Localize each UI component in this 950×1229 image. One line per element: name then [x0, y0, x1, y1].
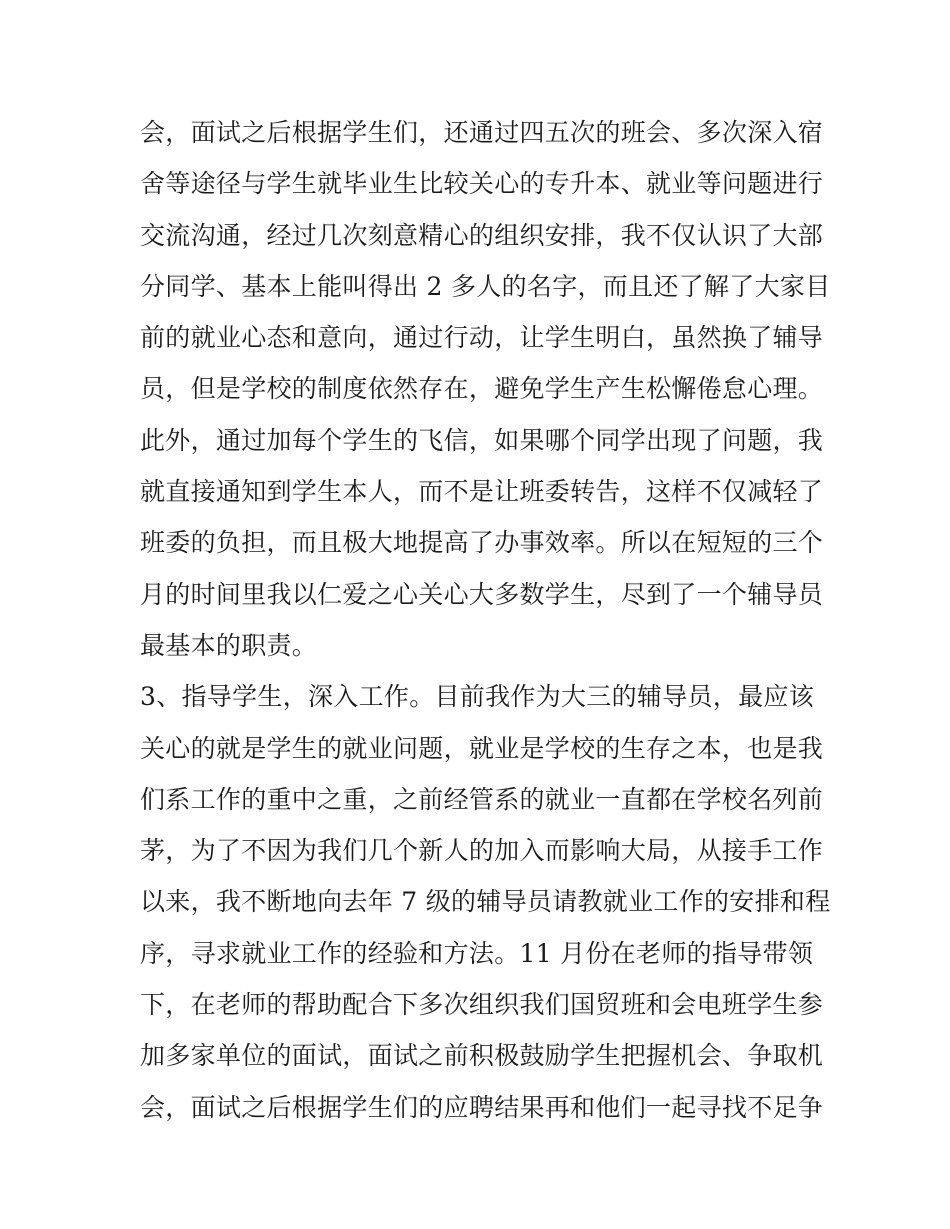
- text-line: 关心的就是学生的就业问题，就业是学校的生存之本，也是我: [140, 733, 824, 763]
- text-line: 们系工作的重中之重，之前经管系的就业一直都在学校名列前: [140, 784, 824, 814]
- text-line: 前的就业心态和意向，通过行动，让学生明白，虽然换了辅导: [140, 323, 824, 353]
- text-line: 3、指导学生，深入工作。目前我作为大三的辅导员，最应该: [140, 682, 815, 712]
- text-line: 会，面试之后根据学生们，还通过四五次的班会、多次深入宿: [140, 118, 824, 147]
- text-line: 就直接通知到学生本人，而不是让班委转告，这样不仅减轻了: [140, 477, 824, 507]
- body-text: [140, 107, 831, 1133]
- text-line: 下，在老师的帮助配合下多次组织我们国贸班和会电班学生参: [140, 990, 824, 1020]
- text-line: 会，面试之后根据学生们的应聘结果再和他们一起寻找不足争: [140, 1092, 824, 1122]
- text-line: 舍等途径与学生就毕业生比较关心的专升本、就业等问题进行: [140, 169, 824, 199]
- text-line: 月的时间里我以仁爱之心关心大多数学生，尽到了一个辅导员: [140, 579, 824, 609]
- text-line: 加多家单位的面试，面试之前积极鼓励学生把握机会、争取机: [140, 1041, 824, 1071]
- text-line: 序，寻求就业工作的经验和方法。11 月份在老师的指导带领: [140, 938, 814, 968]
- text-line: 交流沟通，经过几次刻意精心的组织安排，我不仅认识了大部: [140, 220, 824, 250]
- text-line: 分同学、基本上能叫得出 2 多人的名字，而且还了解了大家目: [140, 271, 831, 301]
- text-line: 员，但是学校的制度依然存在，避免学生产生松懈倦怠心理。: [140, 374, 824, 404]
- text-line: 最基本的职责。: [140, 630, 318, 660]
- text-line: 此外，通过加每个学生的飞信，如果哪个同学出现了问题，我: [140, 425, 824, 455]
- text-line: 茅，为了不因为我们几个新人的加入而影响大局，从接手工作: [140, 836, 824, 866]
- text-line: 班委的负担，而且极大地提高了办事效率。所以在短短的三个: [140, 528, 824, 558]
- text-line: 以来，我不断地向去年 7 级的辅导员请教就业工作的安排和程: [140, 887, 831, 917]
